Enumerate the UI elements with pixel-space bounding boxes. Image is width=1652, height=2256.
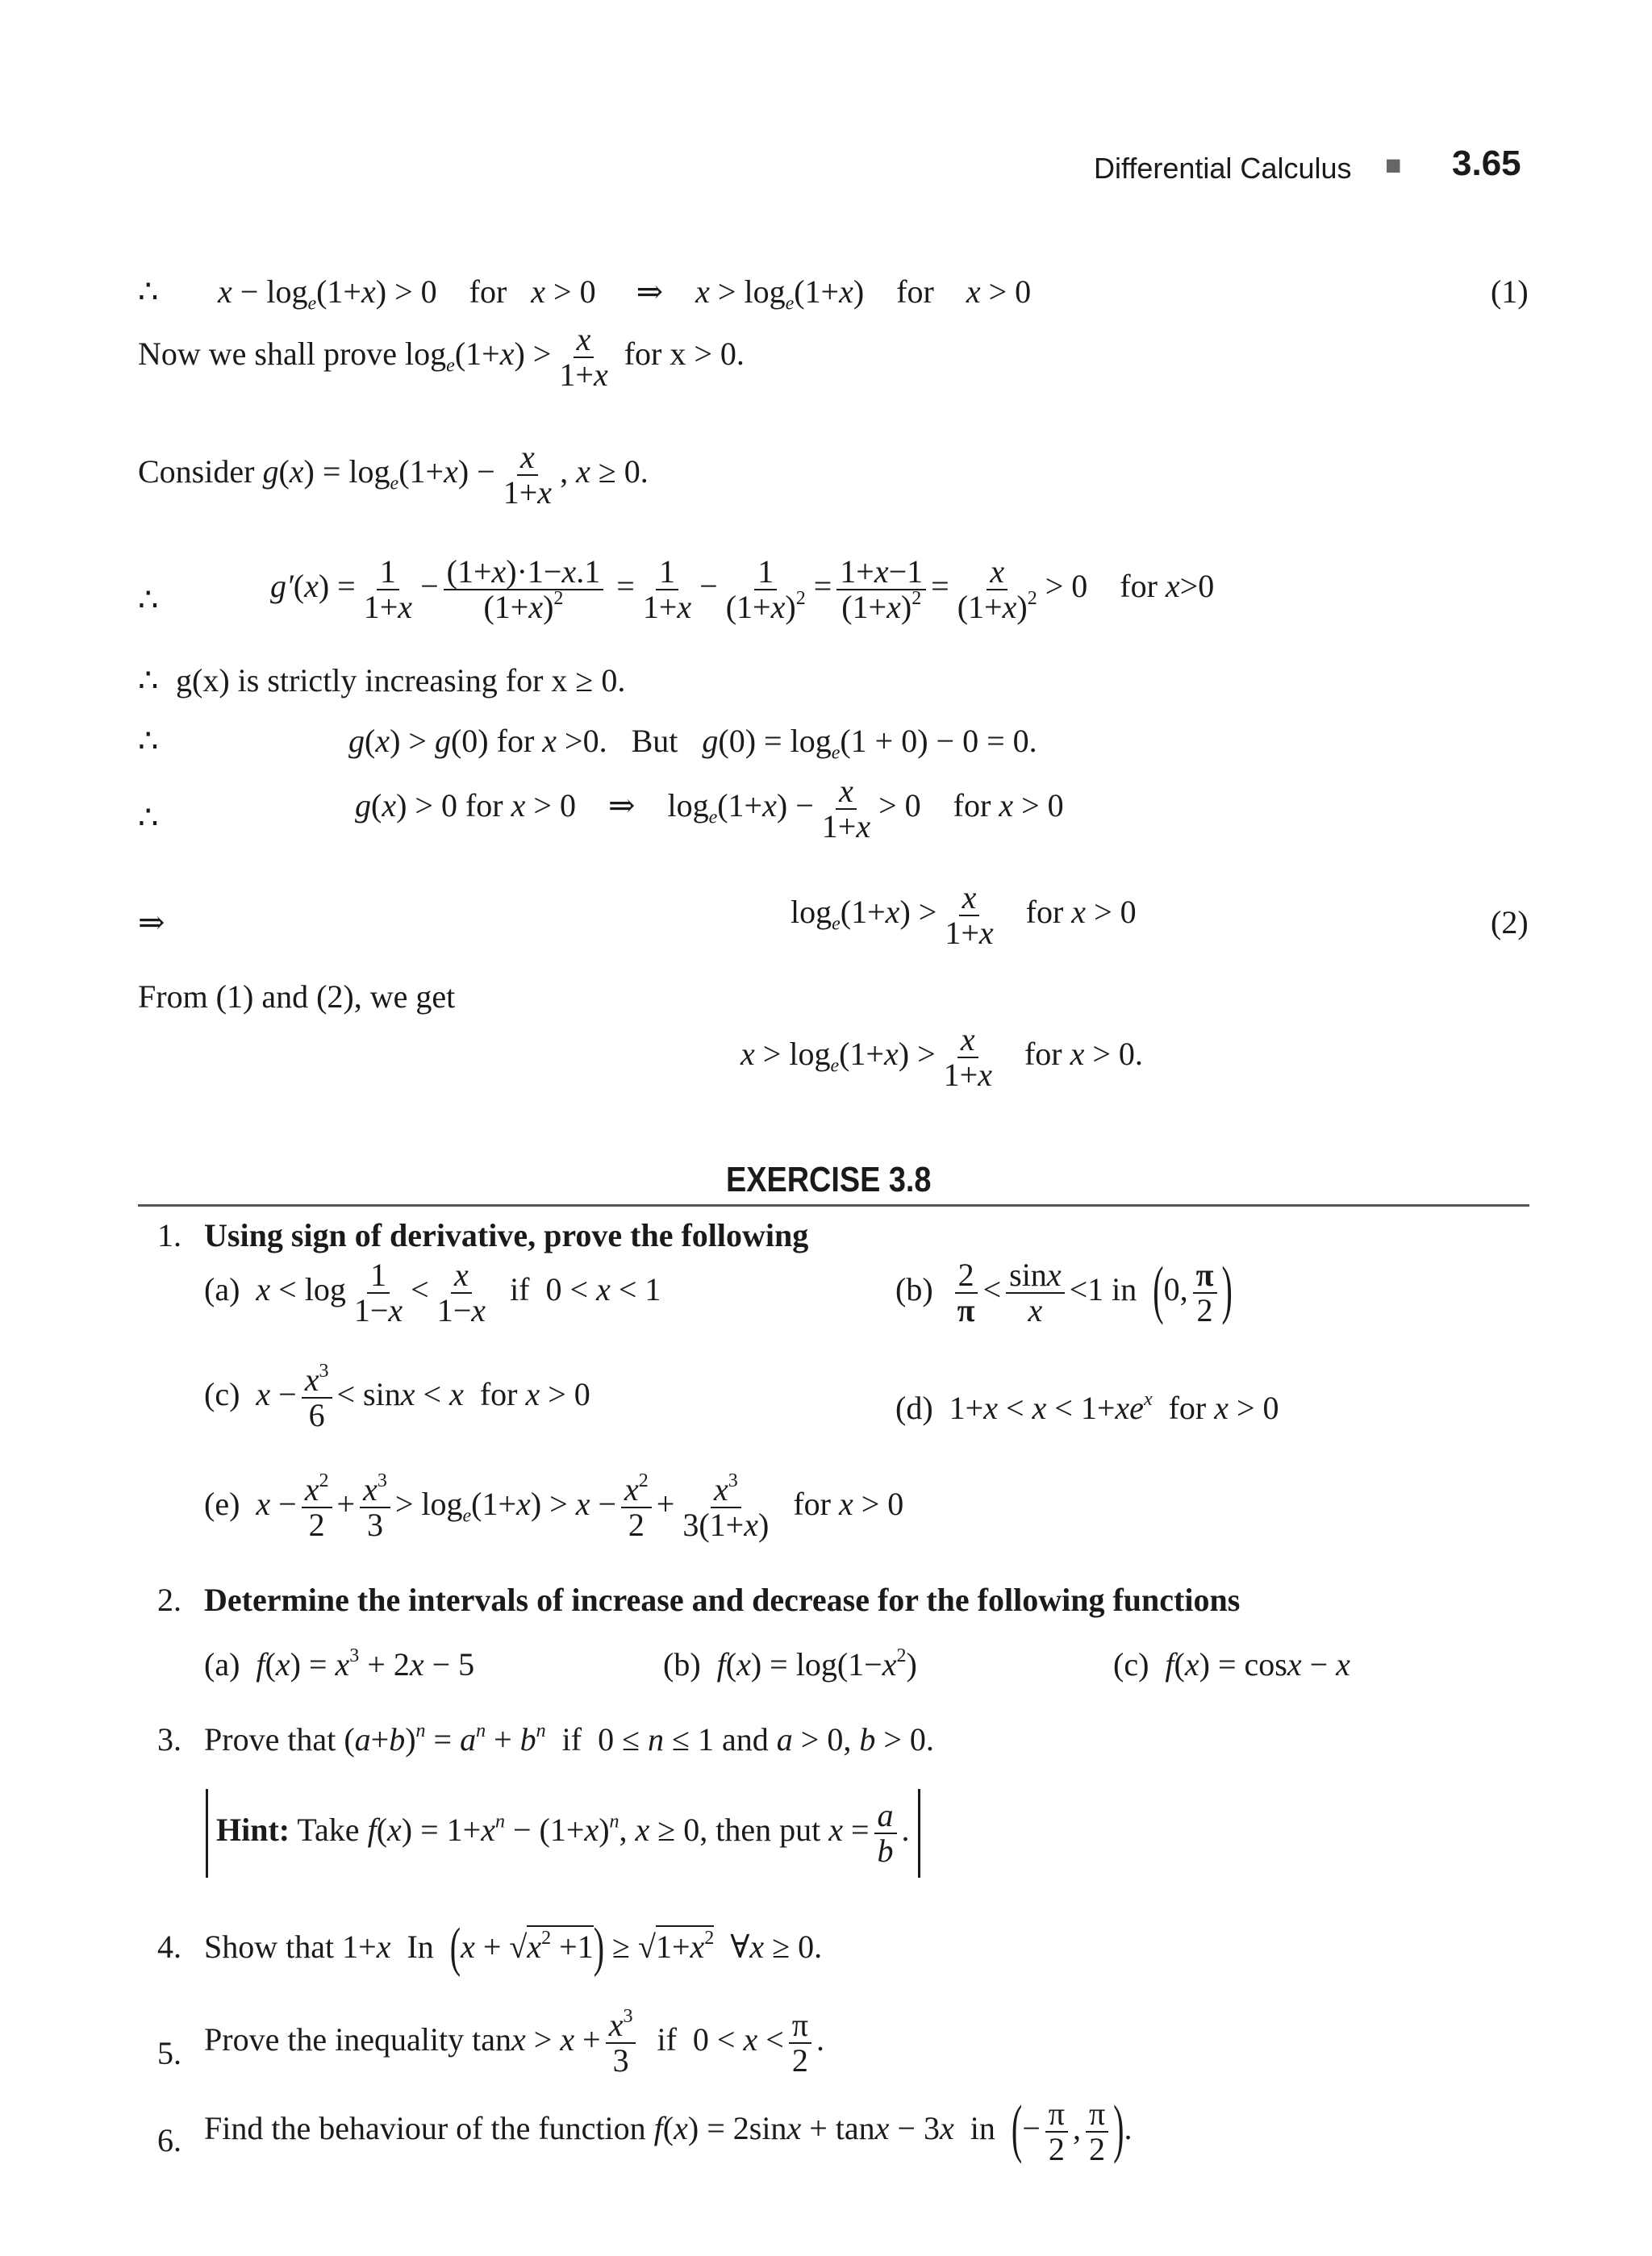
therefore-symbol-4: ∴ — [138, 723, 159, 759]
q1c: (c) x − $\frac{x^3}{6}$ < sinx < x for x > 0 — [204, 1361, 590, 1433]
q3-number: 3. — [157, 1721, 181, 1758]
statement-now-prove: Now we shall prove $\log_e(1+x)$ > $\frac{x}{1+x}$ for x > 0. — [138, 321, 745, 393]
statement-consider: Consider $g(x) = \log_e(1+x)$ − $\frac{x}{1+x}$ , x ≥ 0. — [138, 439, 649, 511]
conclusion-equation: $x > \log_e(1+x)$ > $\frac{x}{1+x}$ for x > 0. — [740, 1021, 1143, 1093]
q5-number: 5. — [157, 2035, 181, 2071]
q6-text: Find the behaviour of the function — [204, 2110, 646, 2147]
q2b: (b) $f(x) = \log(1-x^2)$ — [663, 1645, 917, 1683]
equation-line-1: $x - \log_e(1+x) > 0$ for x > 0 ⇒ $x > \log_e(1+x)$ for x > 0 — [218, 273, 1032, 315]
header-square-icon: ■ — [1385, 150, 1402, 181]
implies-symbol: ⇒ — [138, 904, 165, 940]
therefore-symbol-2: ∴ — [138, 582, 159, 618]
q4-number: 4. — [157, 1929, 181, 1965]
q1b: (b) $\frac{2}{\pi}$ < $\frac{\sin x}{x}$ <1 in (0, $\frac{\pi}{2}$ ) — [895, 1253, 1233, 1328]
comparison-line: g(x) > g(0) for x >0. But $g(0) = \log_e(1 + 0) - 0 = 0$. — [348, 723, 1037, 764]
equation-label-1: (1) — [1491, 273, 1529, 310]
therefore-symbol: ∴ — [138, 273, 159, 310]
positive-g-line: g(x) > 0 for x > 0 ⇒ $\log_e(1+x)$ − $\frac{x}{1+x}$ > 0 for x > 0 — [355, 773, 1064, 844]
q6-statement: Find the behaviour of the function f(x) = 2sinx + tanx − 3x in (− $\frac{\pi}{2}$ , $\frac{\pi}{2}$ ). — [204, 2091, 1133, 2167]
q1e: (e) x − $\frac{x^2}{2}$ + $\frac{x^3}{3}$ > $\log_e(1+x) > x$ − $\frac{x^2}{2}$ + $\frac{x^3}{3(1+x)}$ for x > 0 — [204, 1470, 904, 1543]
consider-text: Consider — [138, 453, 255, 490]
but-text: But — [631, 723, 678, 759]
q4-text: Show that — [204, 1929, 335, 1965]
q2-number: 2. — [157, 1582, 181, 1618]
running-title: Differential Calculus — [1094, 152, 1352, 185]
therefore-symbol-5: ∴ — [138, 799, 159, 836]
q5-text: Prove the inequality — [204, 2021, 465, 2058]
derivative-equation: g′(x) = $\frac{1}{1+x}$ − $\frac{(1+x)\cdot 1-x.1}{(1+x)^2}$ = $\frac{1}{1+x}$ − $\frac{1}{(1+x)^2}$ = $\frac{1+x-1}{(1+x)^2}$ = $\frac{x}{(1+x)^2}$ > 0 for x>0 — [270, 553, 1215, 625]
q1-title: Using sign of derivative, prove the following — [204, 1217, 809, 1253]
q1a: (a) x < log $\frac{1}{1-x}$ < $\frac{x}{1-x}$ if 0 < x < 1 — [204, 1257, 661, 1328]
q3-statement: Prove that $(a+b)^n = a^n + b^n$ if 0 ≤ n ≤ 1 and a > 0, b > 0. — [204, 1720, 934, 1758]
equation-line-2: $\log_e(1+x)$ > $\frac{x}{1+x}$ for x > 0 — [791, 879, 1137, 951]
q2c: (c) f(x) = cosx − x — [1113, 1646, 1350, 1683]
q3-text: Prove that — [204, 1721, 336, 1758]
q1-number: 1. — [157, 1217, 181, 1253]
exercise-divider — [138, 1204, 1529, 1207]
increasing-statement: g(x) is strictly increasing for x ≥ 0. — [176, 662, 626, 698]
q5-statement: Prove the inequality tanx > x + $\frac{x^3}{3}$ if 0 < x < $\frac{\pi}{2}$ . — [204, 2006, 824, 2079]
now-prove-text: Now we shall prove — [138, 336, 398, 373]
q2a: (a) $f(x) = x^3 + 2x - 5$ — [204, 1645, 475, 1683]
equation-label-2: (2) — [1491, 904, 1529, 940]
q1d: (d) $1+x < x < 1+xe^x$ for x > 0 — [895, 1389, 1279, 1426]
therefore-symbol-3: ∴ — [138, 662, 159, 698]
q2-title: Determine the intervals of increase and decrease for the following functions — [204, 1582, 1241, 1618]
page-number: 3.65 — [1452, 144, 1521, 183]
q6-number: 6. — [157, 2122, 181, 2158]
q3-hint-box: Hint: Take $f(x) = 1+x^n - (1+x)^n$, x ≥ 0, then put x = $\frac{a}{b}$ . — [206, 1789, 920, 1878]
condition-text: for x > 0. — [624, 336, 745, 373]
exercise-heading: EXERCISE 3.8 — [726, 1160, 932, 1199]
q4-statement: Show that 1+x In $(x + √x^2 +1) \ge √1+x^2$ ∀x ≥ 0. — [204, 1916, 823, 1978]
hint-label: Hint: — [216, 1812, 290, 1849]
conclusion-intro: From (1) and (2), we get — [138, 978, 456, 1015]
